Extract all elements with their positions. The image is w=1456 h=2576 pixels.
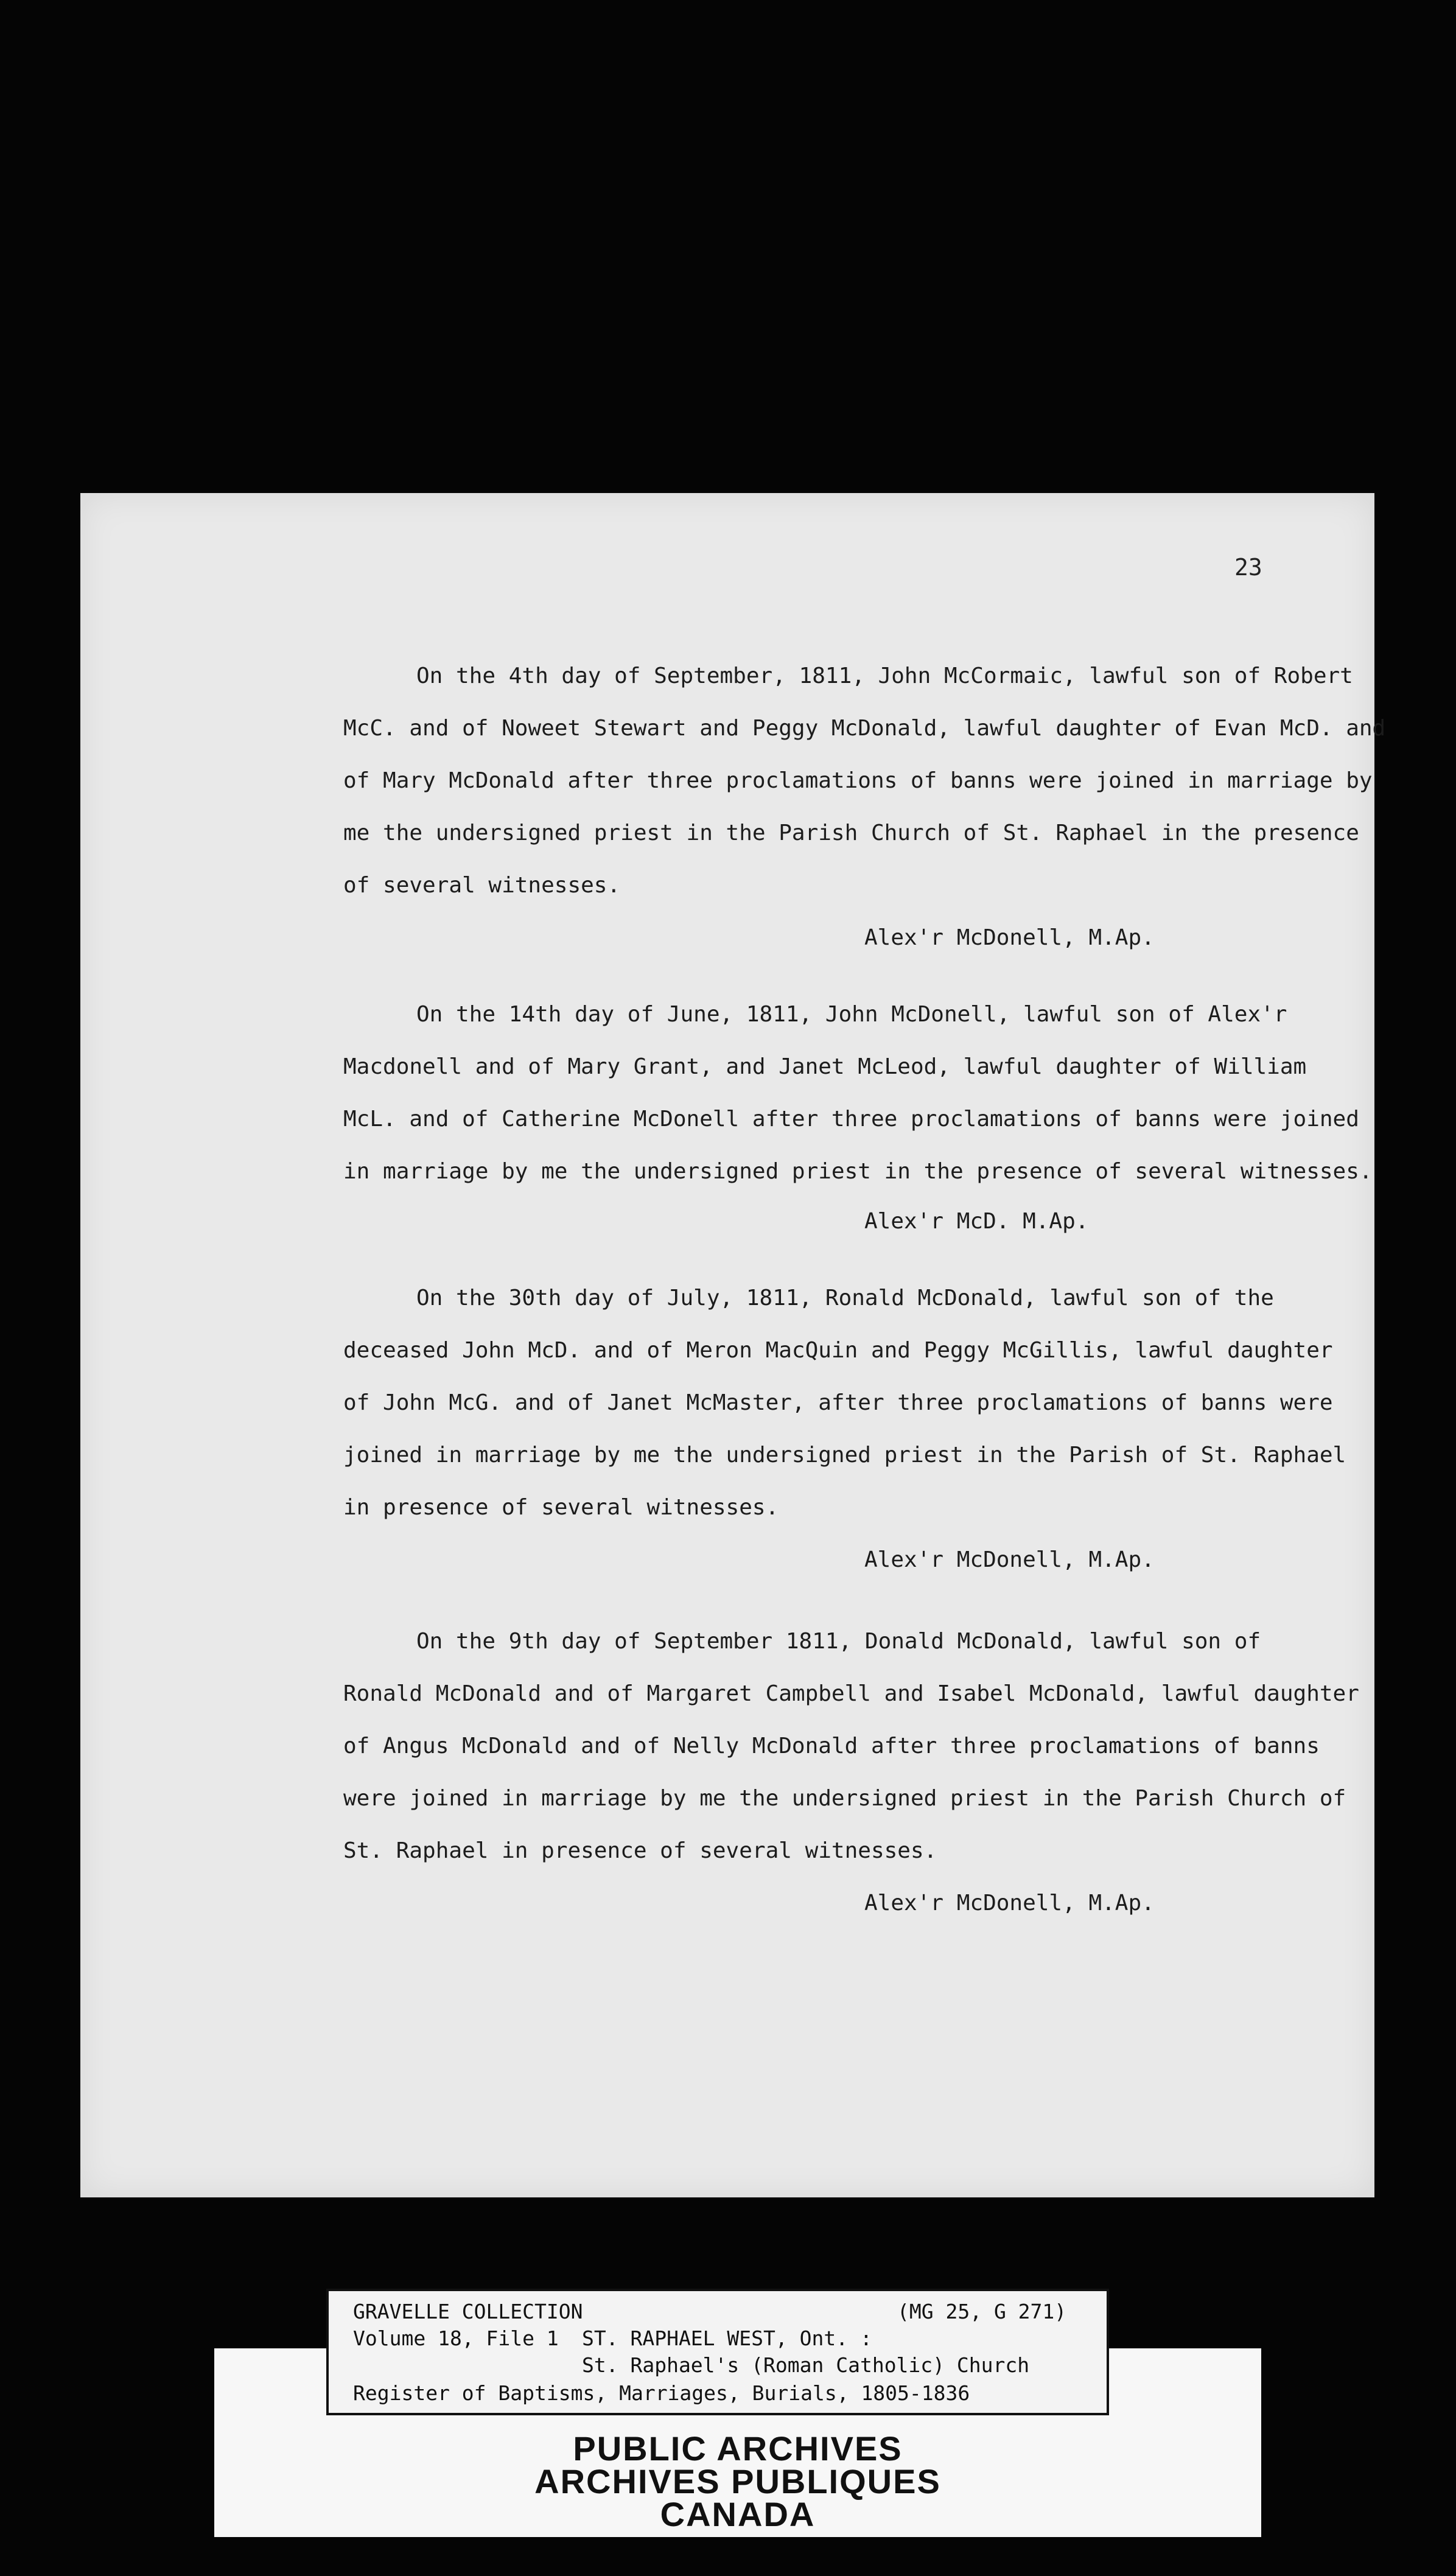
signature: Alex'r McDonell, M.Ap.	[864, 925, 1155, 950]
entry-line: On the 9th day of September 1811, Donald McDonald, lawful son of	[416, 1629, 1261, 1654]
entry-line: On the 4th day of September, 1811, John McCormaic, lawful son of Robert	[416, 663, 1353, 688]
entry-line: in marriage by me the undersigned priest in the presence of several witnesses.	[343, 1159, 1373, 1184]
entry-line: me the undersigned priest in the Parish Church of St. Raphael in the presence	[343, 821, 1359, 845]
signature: Alex'r McDonell, M.Ap.	[864, 1547, 1155, 1572]
stamp-line-public-archives: PUBLIC ARCHIVES	[573, 2429, 903, 2468]
entry-line: of John McG. and of Janet McMaster, after three proclamations of banns were	[343, 1390, 1333, 1415]
entry-line: On the 14th day of June, 1811, John McDonell, lawful son of Alex'r	[416, 1002, 1287, 1027]
entry-line: of several witnesses.	[343, 873, 621, 898]
entry-line: joined in marriage by me the undersigned priest in the Parish of St. Raphael	[343, 1443, 1346, 1468]
label-volume: Volume 18, File 1	[353, 2326, 559, 2350]
page-number: 23	[1234, 554, 1262, 581]
document-page	[80, 493, 1386, 2197]
entry-line: St. Raphael in presence of several witnesses.	[343, 1838, 937, 1863]
entry-line: in presence of several witnesses.	[343, 1495, 779, 1520]
entry-line: Macdonell and of Mary Grant, and Janet McLeod, lawful daughter of William	[343, 1054, 1307, 1079]
collection-label	[326, 2289, 1109, 2415]
entry-line: On the 30th day of July, 1811, Ronald McDonald, lawful son of the	[416, 1286, 1274, 1311]
entry-line: McC. and of Noweet Stewart and Peggy McDonald, lawful daughter of Evan McD. and	[343, 716, 1386, 741]
entry-line: were joined in marriage by me the undersigned priest in the Parish Church of	[343, 1786, 1346, 1811]
entry-line: Ronald McDonald and of Margaret Campbell and Isabel McDonald, lawful daughter	[343, 1681, 1359, 1706]
label-register: Register of Baptisms, Marriages, Burials, 1805-1836	[353, 2381, 970, 2405]
label-reference: (MG 25, G 271)	[897, 2300, 1067, 2323]
entry-line: deceased John McD. and of Meron MacQuin and Peggy McGillis, lawful daughter	[343, 1338, 1333, 1363]
entry-line: of Angus McDonald and of Nelly McDonald after three proclamations of banns	[343, 1734, 1320, 1759]
signature: Alex'r McDonell, M.Ap.	[864, 1891, 1155, 1916]
entry-line: of Mary McDonald after three proclamations of banns were joined in marriage by	[343, 768, 1373, 793]
entry-line: McL. and of Catherine McDonell after three proclamations of banns were joined	[343, 1107, 1359, 1132]
stamp-line-archives-publiques: ARCHIVES PUBLIQUES	[534, 2462, 941, 2501]
label-place: ST. RAPHAEL WEST, Ont. :	[582, 2326, 872, 2350]
label-collection: GRAVELLE COLLECTION	[353, 2300, 583, 2323]
stamp-line-canada: CANADA	[660, 2495, 816, 2533]
label-church: St. Raphael's (Roman Catholic) Church	[582, 2353, 1030, 2377]
signature: Alex'r McD. M.Ap.	[864, 1209, 1089, 1234]
